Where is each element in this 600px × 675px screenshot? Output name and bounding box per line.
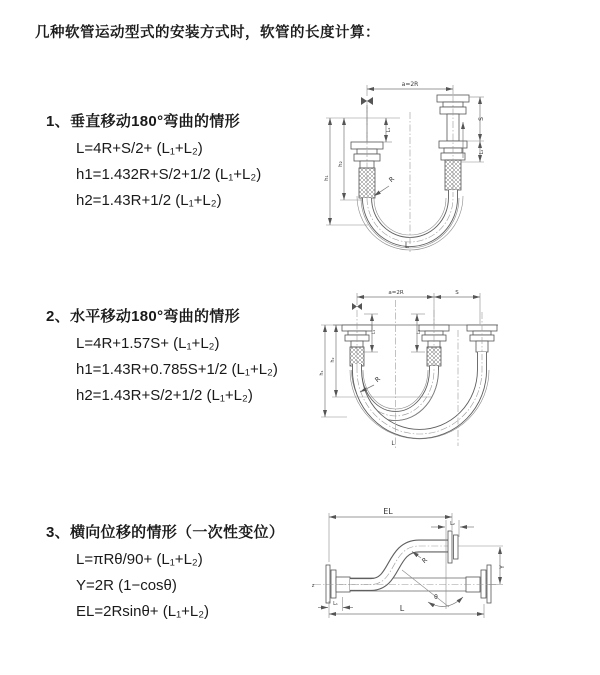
theta-label: θ xyxy=(434,594,438,601)
formula: h1=1.43R+0.785S+1/2 (L₁+L₂) xyxy=(76,361,278,378)
dim-h-outer-label: h₁ xyxy=(319,370,325,376)
section-2-heading: 2、水平移动180°弯曲的情形 xyxy=(46,308,240,325)
dim-h-inner-label: h₂ xyxy=(330,357,336,363)
section-1-formulas xyxy=(76,136,261,214)
dim-width-label: a=2R xyxy=(401,81,419,88)
dim-l2-label: L₂ xyxy=(417,329,422,335)
dim-stroke-label: S xyxy=(455,290,459,296)
dim-l2-label: L₂ xyxy=(479,149,485,155)
dim-y-label: Y xyxy=(498,565,506,569)
length-label: L xyxy=(404,241,410,250)
dim-stroke-label: S xyxy=(478,117,485,121)
dim-l1-label: L₁ xyxy=(372,329,377,335)
section-3-formulas xyxy=(76,547,284,625)
diagram-horizontal-180-bend xyxy=(312,282,572,452)
flange-left xyxy=(326,565,350,603)
dim-l1-label: L₁ xyxy=(386,127,392,133)
diagram-lateral-displacement xyxy=(300,498,580,650)
dim-l-label: L xyxy=(399,604,405,613)
formula: L=πRθ/90+ (L₁+L₂) xyxy=(76,551,203,568)
formula: L=4R+S/2+ (L₁+L₂) xyxy=(76,140,203,157)
dim-l2-label: L₂ xyxy=(450,521,455,527)
section-2 xyxy=(46,307,278,409)
section-1 xyxy=(46,112,261,214)
section-3 xyxy=(46,523,284,625)
page-title: 几种软管运动型式的安装方式时，软管的长度计算： xyxy=(35,25,380,41)
angle-construction-line xyxy=(402,570,449,607)
dim-h-outer-label: h₁ xyxy=(324,175,330,181)
length-label: L xyxy=(391,440,395,447)
formula: h2=1.43R+1/2 (L₁+L₂) xyxy=(76,192,222,209)
formula: EL=2Rsinθ+ (L₁+L₂) xyxy=(76,603,210,620)
dim-el-label: EL xyxy=(383,507,393,516)
formula: Y=2R (1−cosθ) xyxy=(76,577,177,594)
section-1-heading: 1、垂直移动180°弯曲的情形 xyxy=(46,113,240,130)
break-mark: z xyxy=(311,583,315,589)
diagram-vertical-180-bend xyxy=(312,75,558,258)
flange-raised xyxy=(448,531,458,563)
formula: L=4R+1.57S+ (L₁+L₂) xyxy=(76,335,220,352)
dim-h-inner-label: h₂ xyxy=(338,161,344,167)
radius-label: R xyxy=(420,555,430,565)
section-2-formulas xyxy=(76,331,278,409)
radius-label: R xyxy=(373,374,383,384)
radius-label: R xyxy=(387,174,397,184)
section-3-heading: 3、横向位移的情形（一次性变位） xyxy=(46,524,285,541)
formula: h2=1.43R+S/2+1/2 (L₁+L₂) xyxy=(76,387,253,404)
formula: h1=1.432R+S/2+1/2 (L₁+L₂) xyxy=(76,166,262,183)
dim-l1-label: L₁ xyxy=(333,601,338,607)
flange-right xyxy=(466,565,491,603)
dim-width-label: a=2R xyxy=(388,290,404,296)
hose-displaced xyxy=(336,546,448,585)
